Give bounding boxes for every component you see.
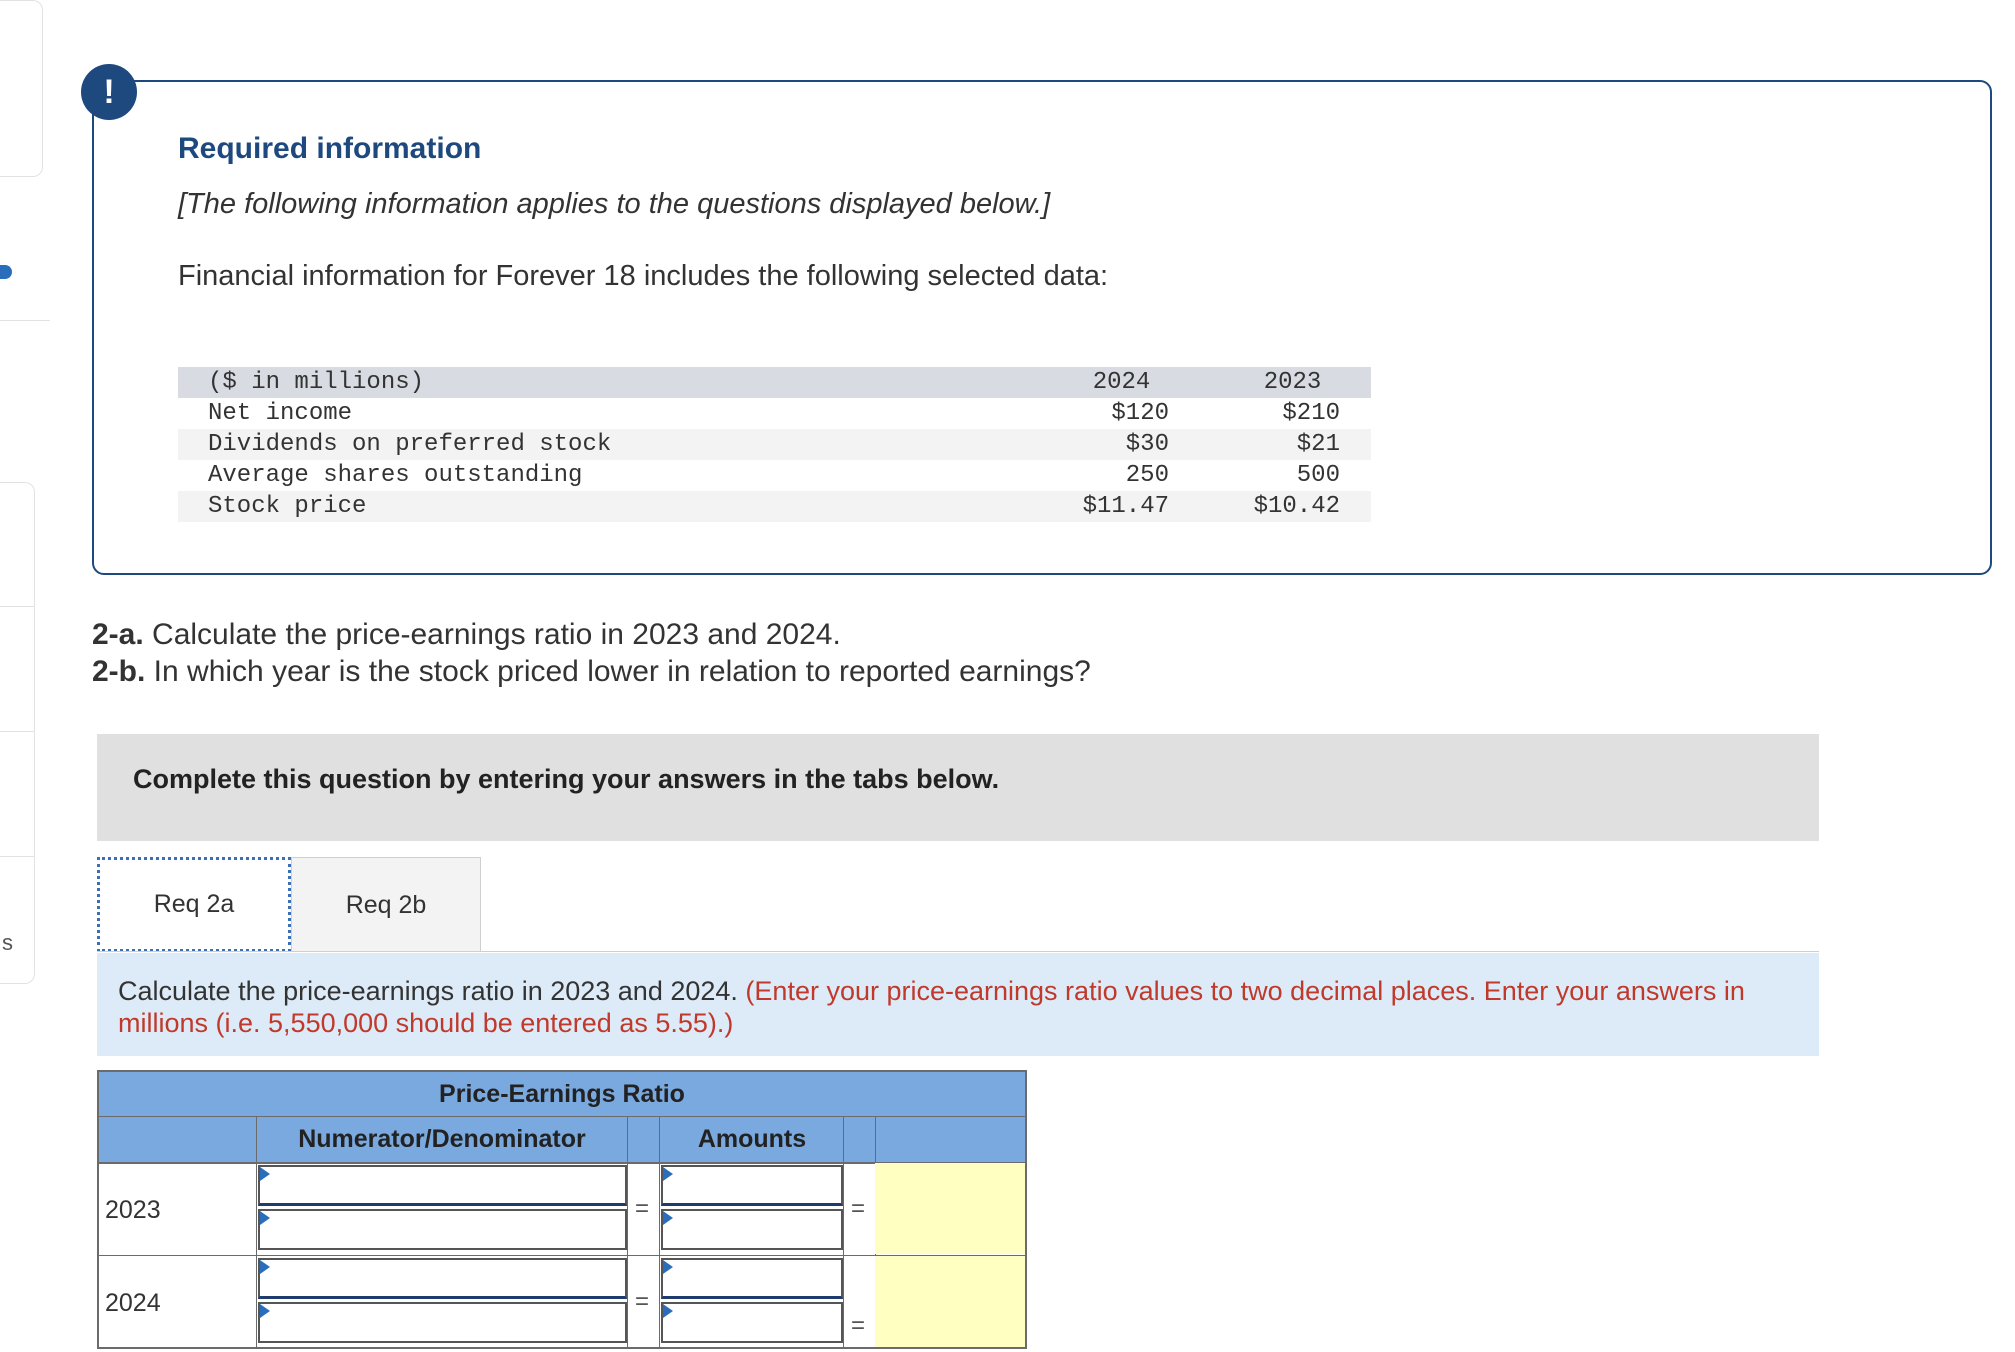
question-2a-number: 2-a. [92, 618, 144, 651]
sidebar-divider [0, 606, 34, 607]
row-label: Net income [208, 400, 353, 427]
sidebar-partial-text: s [2, 930, 13, 955]
pe-ratio-result-cell[interactable] [875, 1163, 1025, 1254]
row-value-2023: 500 [1296, 462, 1340, 489]
row-label: Stock price [208, 493, 367, 520]
row-value-2024: $30 [1125, 431, 1169, 458]
grid-title: Price-Earnings Ratio [99, 1072, 1025, 1117]
table-header-label: ($ in millions) [208, 369, 425, 396]
row-year-label: 2023 [105, 1196, 161, 1224]
table-row [178, 491, 1371, 522]
denominator-input[interactable] [258, 1302, 627, 1343]
table-header-2024: 2024 [1092, 369, 1151, 396]
equals-sign: = [635, 1288, 650, 1315]
sidebar-card-top [0, 0, 43, 177]
tab-req-2b[interactable]: Req 2b [291, 857, 481, 952]
denominator-input[interactable] [258, 1209, 627, 1250]
row-value-2024: 250 [1125, 462, 1169, 489]
required-info-note: [The following information applies to the questions displayed below.] [178, 188, 1051, 220]
question-2b [92, 655, 1091, 689]
column-header-numerator-denominator: Numerator/Denominator [298, 1125, 586, 1153]
question-2b-number: 2-b. [92, 655, 146, 688]
table-row [178, 429, 1371, 460]
sidebar-divider [0, 856, 34, 857]
denominator-amount-input[interactable] [661, 1302, 843, 1343]
equals-sign: = [851, 1312, 866, 1339]
row-year-label: 2024 [105, 1289, 161, 1317]
banner-text: Complete this question by entering your answers in the tabs below. [133, 764, 1000, 794]
numerator-amount-input[interactable] [661, 1165, 843, 1206]
required-info-title: Required information [178, 132, 482, 165]
instruction-note: (Enter your price-earnings ratio values to two decimal places. Enter your answers in millions (i.e. 5,550,000 should be entered as 5.55).) [118, 976, 1745, 1038]
grid-row-2023 [99, 1163, 1025, 1256]
pe-ratio-grid [97, 1070, 1027, 1349]
row-value-2024: $11.47 [1082, 493, 1169, 520]
financial-data-table [178, 367, 1371, 522]
row-value-2023: $21 [1296, 431, 1340, 458]
denominator-amount-input[interactable] [661, 1209, 843, 1250]
table-row [178, 460, 1371, 491]
row-value-2023: $10.42 [1253, 493, 1340, 520]
numerator-amount-input[interactable] [661, 1258, 843, 1299]
equals-sign: = [851, 1195, 866, 1222]
sidebar-divider [0, 320, 50, 321]
grid-row-2024 [99, 1256, 1025, 1348]
numerator-input[interactable] [258, 1165, 627, 1206]
instruction-text: Calculate the price-earnings ratio in 2023 and 2024. [118, 976, 746, 1006]
table-row [178, 398, 1371, 429]
table-header-2023: 2023 [1263, 369, 1322, 396]
pe-ratio-result-cell[interactable] [875, 1256, 1025, 1347]
numerator-input[interactable] [258, 1258, 627, 1299]
row-label: Dividends on preferred stock [208, 431, 612, 458]
question-2b-text: In which year is the stock priced lower in relation to reported earnings? [145, 655, 1091, 688]
instructions-banner [97, 734, 1819, 841]
tab-divider [97, 951, 1819, 952]
table-header-row [178, 367, 1371, 398]
sidebar-indicator-dot [0, 265, 12, 279]
alert-icon: ! [81, 64, 137, 120]
tab-req-2a[interactable]: Req 2a [97, 857, 291, 952]
row-value-2024: $120 [1111, 400, 1169, 427]
sidebar-divider [0, 731, 34, 732]
instruction-panel [97, 953, 1819, 1056]
question-2a [92, 618, 841, 652]
row-label: Average shares outstanding [208, 462, 583, 489]
required-info-intro: Financial information for Forever 18 includes the following selected data: [178, 260, 1109, 292]
question-2a-text: Calculate the price-earnings ratio in 2023 and 2024. [143, 618, 841, 651]
column-header-amounts: Amounts [697, 1125, 807, 1153]
sidebar-card-bottom [0, 482, 35, 984]
equals-sign: = [635, 1195, 650, 1222]
row-value-2023: $210 [1282, 400, 1340, 427]
grid-column-headers [99, 1117, 1025, 1164]
